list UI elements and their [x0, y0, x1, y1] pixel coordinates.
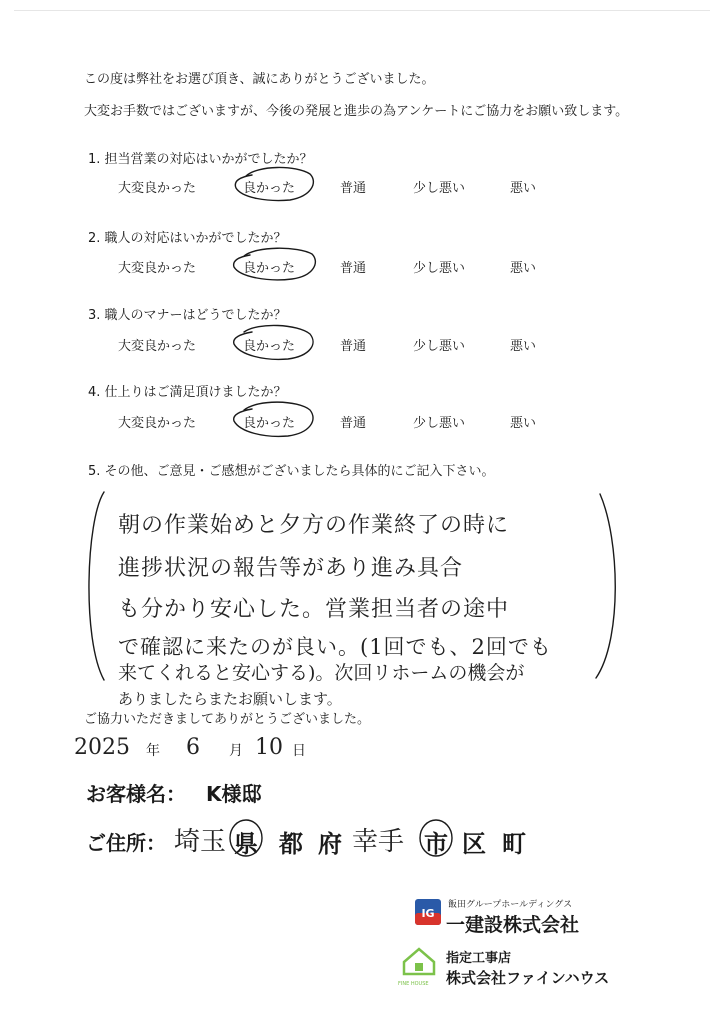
q1-option-good: 良かった [243, 181, 296, 196]
q2-good-circle [234, 248, 316, 280]
question-2-label: 2. 職人の対応はいかがでしたか？ [88, 231, 287, 246]
comment-line-2: 進捗状況の報告等があり進み具合 [118, 556, 464, 581]
comment-line-1: 朝の作業始めと夕方の作業終了の時に [118, 513, 510, 538]
q3-option-very-good: 大変良かった [118, 339, 197, 354]
comment-right-bracket [596, 494, 615, 678]
comment-line-5: 来てくれると安心する)。次回リホームの機会が [118, 662, 525, 684]
fine-house-logo-text: FINE HOUSE [398, 981, 429, 987]
address-ku: 区 [462, 830, 486, 858]
q1-option-bad: 悪い [510, 181, 537, 196]
q1-option-average: 普通 [340, 181, 367, 196]
date-day-unit: 日 [292, 743, 306, 759]
q3-option-bad: 悪い [510, 339, 537, 354]
date-month: 6 [186, 735, 200, 760]
q1-good-circle [235, 167, 313, 200]
q1-option-slightly-bad: 少し悪い [413, 181, 466, 196]
svg-text:IG: IG [421, 907, 435, 920]
q3-option-slightly-bad: 少し悪い [413, 339, 466, 354]
q2-option-very-good: 大変良かった [118, 261, 197, 276]
question-3-label: 3. 職人のマナーはどうでしたか？ [88, 308, 287, 323]
intro-line-1: この度は弊社をお選び頂き、誠にありがとうございました。 [84, 72, 435, 87]
comment-line-4: で確認に来たのが良い。(1回でも、2回でも [118, 635, 552, 659]
comment-line-3: も分かり安心した。営業担当者の途中 [118, 597, 510, 622]
q2-option-average: 普通 [340, 261, 367, 276]
q2-option-good: 良かった [243, 261, 296, 276]
comment-line-6: ありましたらまたお願いします。 [118, 690, 342, 708]
question-5-label: 5. その他、ご意見・ご感想がございましたら具体的にご記入下さい。 [88, 464, 495, 479]
address-prefecture: 埼玉 [174, 827, 227, 857]
address-city-unit: 市 [424, 830, 448, 858]
address-city: 幸手 [352, 827, 405, 857]
address-opt-to: 都 [279, 830, 303, 858]
address-opt-fu: 府 [318, 830, 342, 858]
q4-good-circle [234, 402, 313, 436]
company-name-1: 一建設株式会社 [446, 914, 580, 936]
q4-option-very-good: 大変良かった [118, 416, 197, 431]
q3-good-circle [234, 325, 313, 359]
q4-option-good: 良かった [243, 416, 296, 431]
thanks-text: ご協力いただきましてありがとうございました。 [84, 712, 371, 727]
date-year-unit: 年 [146, 743, 160, 759]
designated-shop-label: 指定工事店 [446, 951, 512, 966]
q3-option-good: 良かった [243, 339, 296, 354]
question-1-label: 1. 担当営業の対応はいかがでしたか？ [88, 152, 313, 167]
q4-option-average: 普通 [340, 416, 367, 431]
address-pref-unit: 県 [234, 830, 258, 858]
date-day: 10 [255, 735, 283, 760]
address-label: ご住所： [86, 831, 166, 855]
ig-logo [414, 898, 442, 926]
group-name: 飯田グループホールディングス [448, 900, 573, 910]
q4-option-slightly-bad: 少し悪い [413, 416, 466, 431]
q2-option-slightly-bad: 少し悪い [413, 261, 466, 276]
fine-house-logo [400, 946, 438, 982]
address-machi: 町 [502, 830, 526, 858]
question-4-label: 4. 仕上りはご満足頂けましたか？ [88, 385, 287, 400]
pref-unit-circle [230, 820, 262, 856]
customer-label: お客様名： [86, 782, 186, 806]
date-year: 2025 [74, 735, 130, 760]
q4-option-bad: 悪い [510, 416, 537, 431]
company-name-2: 株式会社ファインハウス [446, 969, 610, 987]
intro-line-2: 大変お手数ではございますが、今後の発展と進歩の為アンケートにご協力をお願い致します。 [84, 104, 629, 119]
q2-option-bad: 悪い [510, 261, 537, 276]
q3-option-average: 普通 [340, 339, 367, 354]
customer-value: K様邸 [206, 782, 262, 806]
date-month-unit: 月 [229, 743, 243, 759]
comment-left-bracket [89, 492, 104, 680]
q1-option-very-good: 大変良かった [118, 181, 197, 196]
city-unit-circle [420, 820, 452, 856]
